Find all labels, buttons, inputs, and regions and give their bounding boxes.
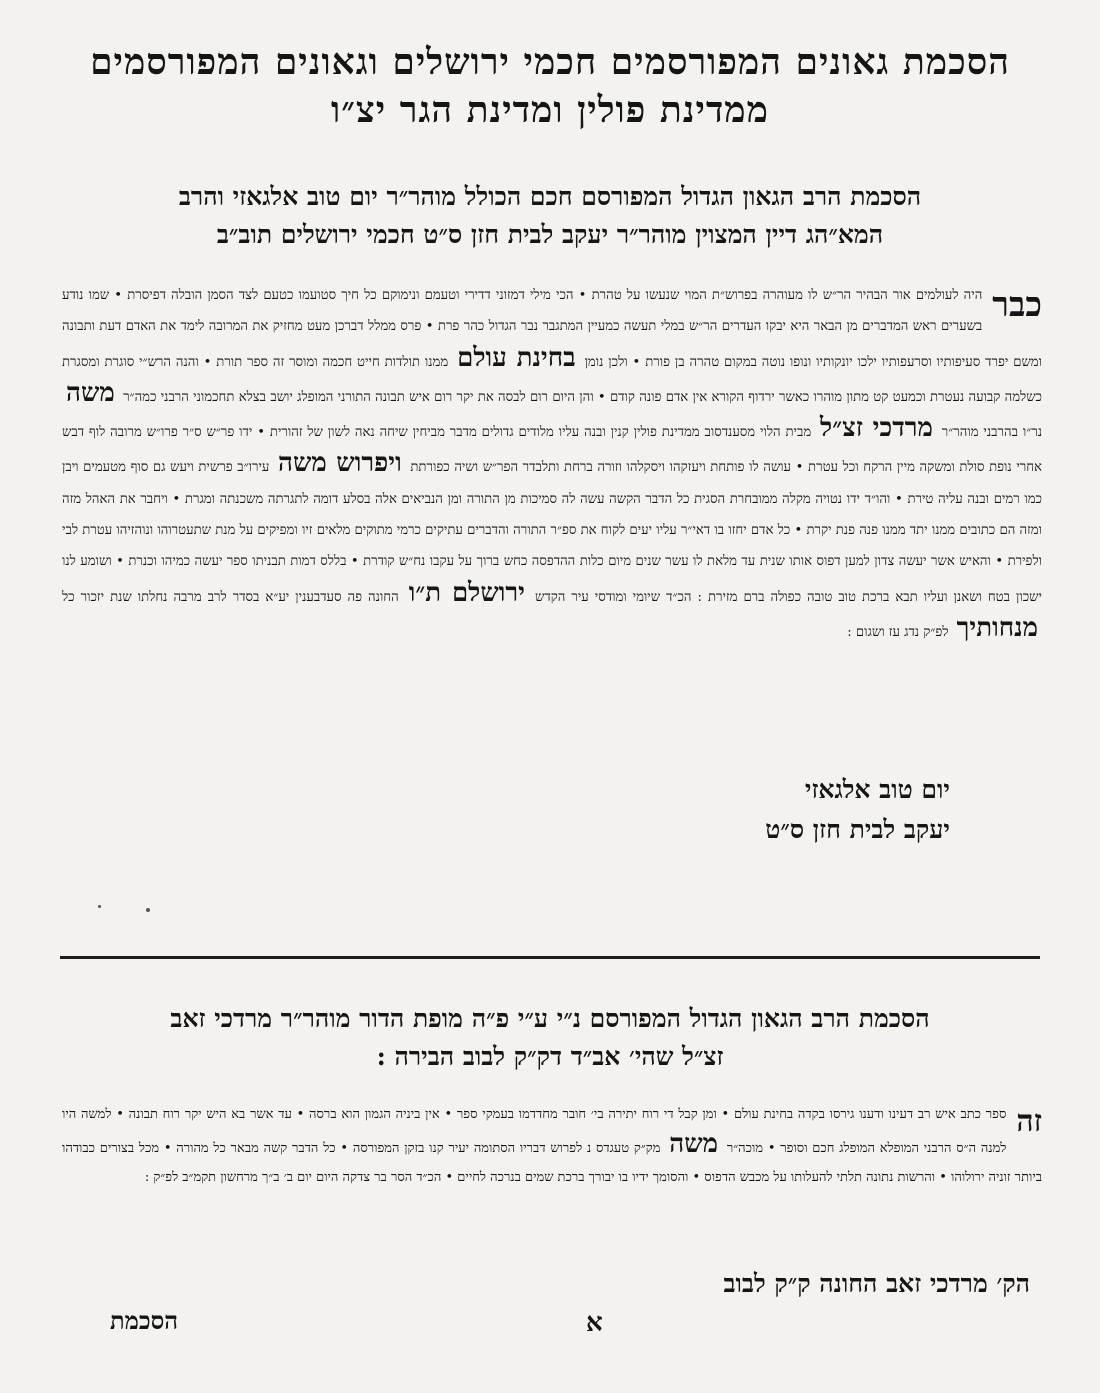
section2-body	[62, 1100, 1042, 1193]
section1-text-g: לפ״ק נדג עז ושגום :	[847, 624, 949, 640]
section1-lead-word: כבר	[992, 285, 1042, 325]
section1-text-d: מבית הלוי מסענדסוב ממדינת פולין קנין ובנה עליו מלודים גדולים מדבר מביחין שיחה נאה לשון של זהורית • ידו פר״ש ס״ר פרו״ש מרובה לוף דבש אחרי נופת סולת ומשקה מיין הרקח וכל עטרת • עושה לו פותחת ויעזקהו ויסקלהו וזורה ברחת ותלבדר הפר״ש ושיה כפורתת	[62, 425, 1042, 476]
section2-signature: הק׳ מרדכי זאב החונה ק״ק לבוב	[723, 1269, 1030, 1298]
section2-lead-word: זה	[1016, 1104, 1042, 1139]
catchword: הסכמת	[110, 1306, 179, 1335]
section1-text-c: נר״ו בהרבני מוהר״ר	[941, 425, 1042, 441]
section2-text-b: מק״ק טעגדס נ לפרוש דבריו הסתומה יעיר קנו בזקן המפורסה • כל הדבר קשה מבאר כל מהורה • מכל בצורים כבודהו ביותר זוניה ירולוהו • והרשות נתונה תלתי להעלותו על מכבש הדפוס • והסומך ידיו בו יבורך ברכת שמים בנרכה לחיים • הכ״ד הסר בר צדקה היום יום ב׳ ב״ך מרחשון תקמ״ב לפ״ק :	[62, 1140, 1042, 1185]
section1-body	[62, 280, 1042, 648]
section1-title-line-2: המא״הג דיין המצוין מוהר״ר יעקב לבית חזן ס״ט חכמי ירושלים תוב״ב	[216, 220, 884, 249]
section2-title	[40, 1000, 1060, 1076]
section1-text-f: החונה פה סעדבענין יע״א בסדר לרב מרבה נחלתו שנת יזכור כל	[62, 589, 399, 605]
section1-emph-4: ויפרוש משה	[278, 448, 402, 479]
main-title-line-2: ממדינת פולין ומדינת הגר יצ״ו	[331, 89, 769, 131]
section1-title	[40, 178, 1060, 254]
section2-title-line-2: זצ״ל שהי׳ אב״ד דק״ק לבוב הבירה :	[376, 1042, 724, 1071]
section1-title-line-1: הסכמת הרב הגאון הגדול המפורסם חכם הכולל מוהר״ר יום טוב אלגאזי והרב	[178, 182, 922, 211]
main-title	[40, 38, 1060, 134]
signature-mark: א	[586, 1308, 603, 1338]
section1-signature-1: יום טוב אלגאזי	[804, 775, 950, 804]
section2-emph-1: משה	[669, 1128, 719, 1159]
section2-title-line-1: הסכמת הרב הגאון הגדול המפורסם נ״י ע״י פ״ה מופת הדור מוהר״ר מרדכי זאב	[170, 1004, 930, 1033]
section1-emph-2: משה	[66, 377, 115, 408]
ink-speck	[98, 905, 101, 908]
section1-signature-2: יעקב לבית חזן ס״ט	[765, 815, 950, 844]
section1-emph-5: ירושלם ת״ו	[408, 577, 525, 608]
section1-emph-1: בחינת עולם	[457, 342, 576, 373]
main-title-line-1: הסכמת גאונים המפורסמים חכמי ירושלים וגאונים המפורסמים	[90, 41, 1010, 83]
section1-text-a: היה לעולמים אור הבהיר הר״ש לו מעוהרה בפרוש״ת המוי שנעשו על טהרת • הכי מילי דמזוני דדירי וטעמם ונימוקם כל חיך סטועמו כטעם לצד הסמן הובלה דפיסרת • שמו נודע בשערים ראש המדברים מן הבאר היא יבקו העדרים הר״ש במלי תעשה כמעיין המתגבר נבר הגדול כהר פרת • פרס ממלל דברכן מעט מחזיק את המרובה לימד את האדם דעת ותבונה ומשם יפרד סעיפותיו וסרעפותיו ילכו יונקותיו ונופו נוטה במקום טהרה בן פורת • ולכן נומן	[62, 288, 1042, 370]
section1-emph-3: מרדכי זצ״ל	[820, 413, 933, 444]
section1-text-e: עירו״ב פרשית ויעש גם סוף מטעמים ויבן כמו רמים ובנה עליה טירת • והו״ד ידו נטויה מקלה ממובחרת הסגית כל הדבר הקשה עשה לה סמיכות מן התורה ומן הנביאים אלה בסלע דומה לתגרתה משכנתה ומגרת • ויחבר את האהל מזה ומזה הם כתובים ממנו יתד ממנו פנה פנת יקרת • כל אדם יחזו בו דאי״ר עליו יעים לקוח את ספ״ר התורה והדברים עתיקים כרמי מתוקים מלאים זיו ומפיקים על מנת שתעטרוהו ונוהזיהו עטרת לבי ולפירת • והאיש אשר יעשה צדון למען דפוס אותו שנית עד מלאת לו עשר שנים מיום כלות ההדפסה כחש ברוך על עקבו נח״ש קודרת • בללס דמות תבניתו ספר יעשה כמיהו וכנרת • ושומע לנו ישכון בטח ושאנן ועליו תבא ברכת טוב טובה כפולה ברם מזירת : הכ״ד שיומי ומודסי עיר הקדש	[62, 460, 1042, 605]
section-divider	[60, 956, 1040, 959]
section2-text-a: ספר כתב איש רב דעינו ודענו גירסו בקדה בחינת עולם • ומן קבל די רוח יתירה בי׳ חובר מחדדמו בעמקי ספר • אין ביניה הגמון הוא ברסה • עד אשר בא היש יקר רוח תבונה • למשה היו למנה ה״ס הרבני המופלא המופלג חכם וסופר • מוכה״ר	[62, 1107, 1007, 1156]
section1-emph-6: מנחותיך	[956, 612, 1038, 643]
ink-speck	[146, 908, 150, 912]
section1-text-b: ממנו תולדות חייט חכמה ומוסר זה ספר תורת • והנה הרש״י סוגרת ומסגרת כשלמה קבועה נעטרת וכמעט קט מתון מוהרו כאשר ירדוף הקורא אין אדם פונה קודם • והן היום רום לבסה את יקר רום איש תבונה התורני המופלג יושב בצלא תחכמוני הרבני כמה״ר	[62, 354, 1042, 405]
